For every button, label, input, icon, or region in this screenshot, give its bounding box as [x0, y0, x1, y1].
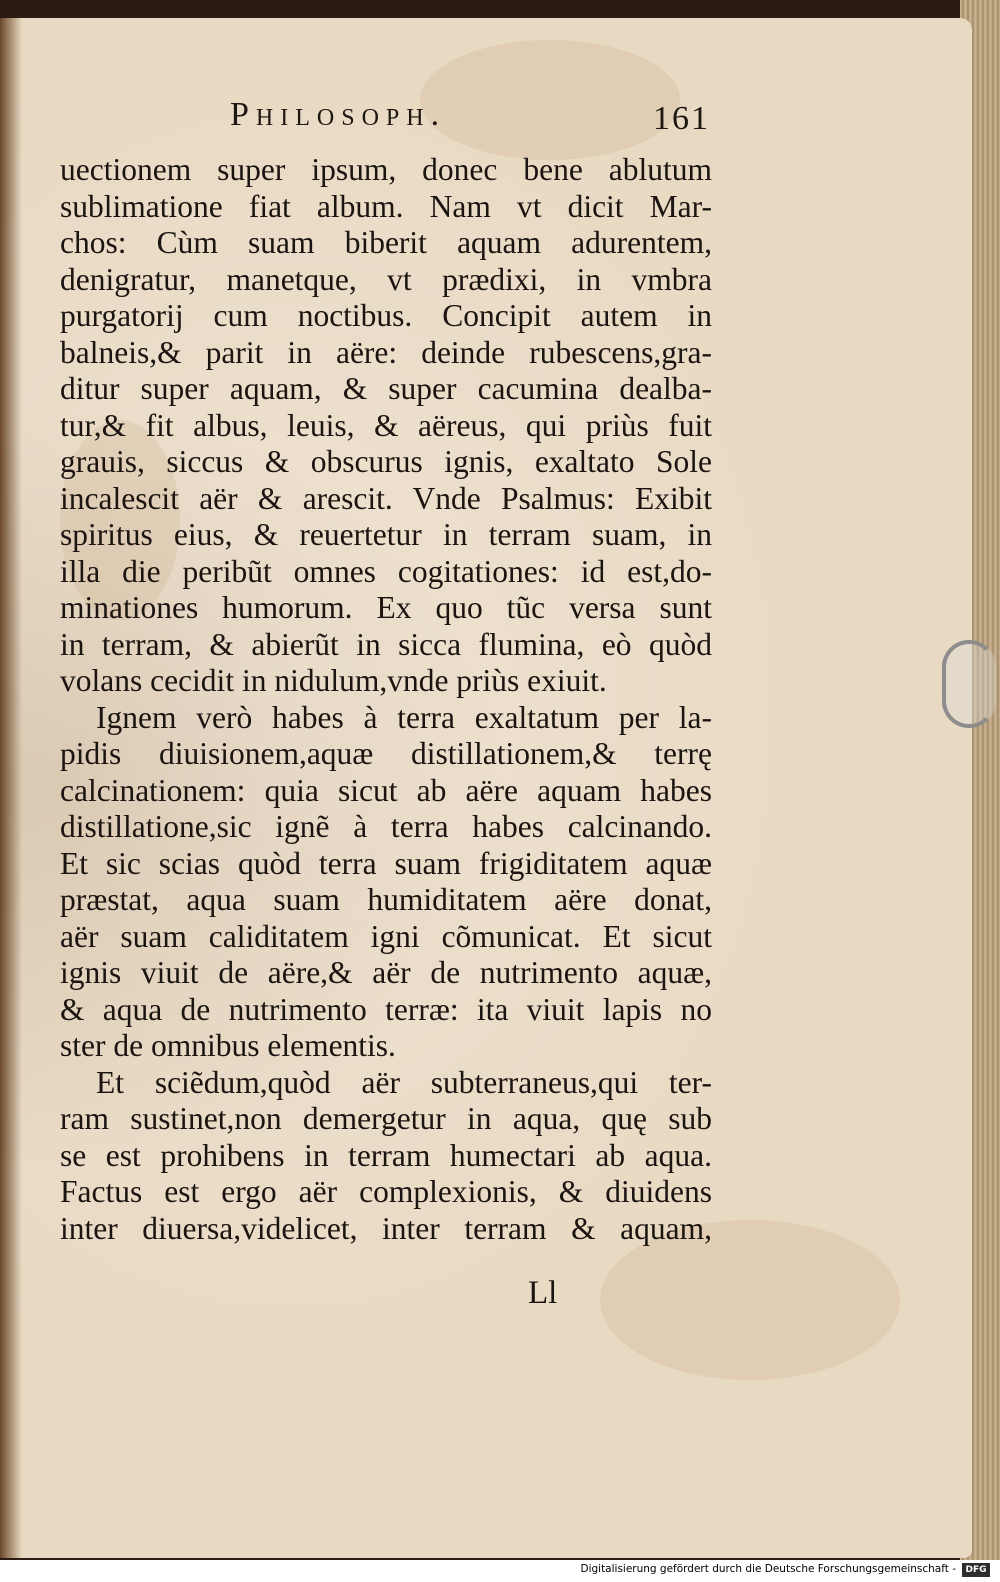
text-line: Ignem verò habes à terra exaltatum per la- — [96, 699, 712, 735]
page-number: 161 — [653, 100, 710, 137]
text-line: in terram, & abierũt in sicca flumina, eò quòd — [60, 626, 712, 662]
dfg-logo: DFG — [962, 1563, 990, 1577]
text-line: denigratur, manetque, vt prædixi, in vmbra — [60, 261, 712, 297]
text-line: grauis, siccus & obscurus ignis, exaltato Sole — [60, 444, 712, 479]
page-clip — [942, 640, 996, 728]
digitization-footer — [0, 1560, 1000, 1582]
text-line: spiritus eius, & reuertetur in terram suam, in — [60, 517, 712, 552]
text-line: ram sustinet,non demergetur in aqua, quę sub — [60, 1101, 712, 1136]
text-line: volans cecidit in nidulum,vnde priùs exiuit. — [60, 663, 607, 698]
gutter-shadow — [0, 18, 22, 1558]
text-line: uectionem super ipsum, donec bene ablutum — [60, 152, 712, 187]
text-line: ster de omnibus elementis. — [60, 1028, 396, 1063]
text-line: inter diuersa,videlicet, inter terram & aquam, — [60, 1210, 712, 1246]
text-line: Et sciẽdum,quòd aër subterraneus,qui ter- — [96, 1064, 712, 1100]
text-line: Factus est ergo aër complexionis, & diuidens — [60, 1174, 712, 1209]
text-line: minationes humorum. Ex quo tũc versa sunt — [60, 590, 712, 625]
text-line: purgatorij cum noctibus. Concipit autem in — [60, 298, 712, 333]
text-line: incalescit aër & arescit. Vnde Psalmus: Exibit — [60, 480, 712, 516]
running-head — [230, 96, 710, 146]
text-line: illa die peribũt omnes cogitationes: id est,do- — [60, 553, 712, 589]
text-line: distillatione,sic ignẽ à terra habes calcinando. — [60, 809, 712, 844]
text-line: tur,& fit albus, leuis, & aëreus, qui priùs fuit — [60, 407, 712, 443]
running-title: Philosoph. — [230, 96, 447, 133]
text-line: ignis viuit de aëre,& aër de nutrimento aquæ, — [60, 955, 712, 990]
text-line: ditur super aquam, & super cacumina dealba- — [60, 371, 712, 406]
text-line: præstat, aqua suam humiditatem aëre donat, — [60, 882, 712, 917]
text-line: calcinationem: quia sicut ab aëre aquam habes — [60, 772, 712, 808]
text-line: se est prohibens in terram humectari ab aqua. — [60, 1137, 712, 1173]
text-line: balneis,& parit in aëre: deinde rubescens,gra- — [60, 334, 712, 370]
text-line: & aqua de nutrimento terræ: ita viuit lapis no — [60, 991, 712, 1027]
text-line: sublimatione fiat album. Nam vt dicit Mar- — [60, 188, 712, 224]
text-line: chos: Cùm suam biberit aquam adurentem, — [60, 225, 712, 260]
funding-credit: Digitalisierung gefördert durch die Deutsche Forschungsgemeinschaft - — [580, 1563, 956, 1575]
catchword: Ll — [528, 1275, 558, 1311]
text-line: Et sic scias quòd terra suam frigiditatem aquæ — [60, 845, 712, 881]
text-line: pidis diuisionem,aquæ distillationem,& terrę — [60, 736, 712, 771]
text-line: aër suam caliditatem igni cõmunicat. Et sicut — [60, 918, 712, 954]
body-text — [60, 152, 712, 1247]
